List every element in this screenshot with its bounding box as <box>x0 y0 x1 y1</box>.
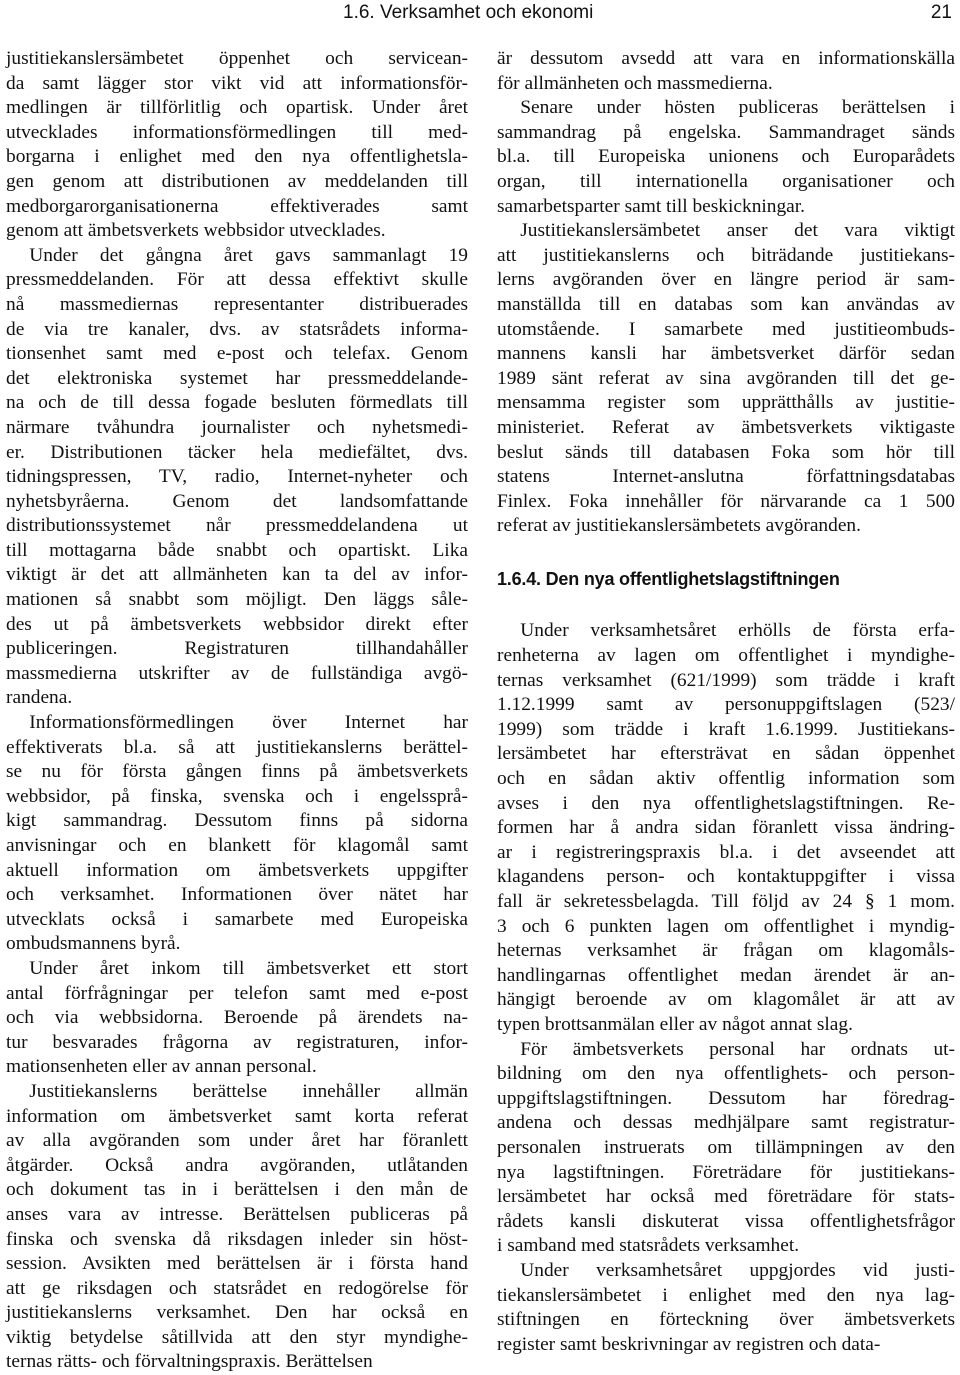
text-line: klagandens person- och kontaktuppgifter i vissa <box>497 866 955 888</box>
running-section-title: 1.6. Verksamhet och ekonomi <box>343 2 594 23</box>
text-line: mationsenheten eller av annan personal. <box>6 1056 317 1078</box>
text-line: pressmeddelanden. För att dessa effektivt skulle <box>6 269 468 291</box>
text-line: justitiekanslerns verksamhet. Den har också en <box>6 1302 468 1324</box>
page-number: 21 <box>930 2 952 23</box>
text-line: utomstående. I samarbete med justitieombuds- <box>497 318 955 340</box>
text-line: kigt sammandrag. Dessutom finns på sidorna <box>6 810 468 832</box>
text-line: och verksamhet. Informationen över nätet har <box>6 884 468 906</box>
text-line: viktig betydelse såtillvida att den styr myndighe- <box>6 1326 468 1348</box>
text-line: renheterna av lagen om offentlighet i myndighe- <box>497 645 955 667</box>
text-line: är dessutom avsedd att vara en informationskälla <box>497 48 955 69</box>
text-line: det elektroniska systemet har pressmeddelande- <box>6 367 468 389</box>
text-line: information om ämbetsverket samt korta referat <box>6 1105 468 1127</box>
text-line: 1989 sänt referat av sina avgöranden till det ge- <box>497 367 955 389</box>
text-line: borgarna i enlighet med den nya offentlighetsla- <box>6 146 468 168</box>
text-line: genom att ämbetsverkets webbsidor utvecklades. <box>6 220 386 242</box>
text-line: och dokument tas in i berättelsen i den mån de <box>6 1179 468 1201</box>
text-line: sammandrag på engelska. Sammandraget sänds <box>497 121 955 143</box>
text-line: lersämbetet har eftersträvat en sådan öppenhet <box>497 743 955 765</box>
text-line: av alla avgöranden som under året har föranlett <box>6 1130 468 1152</box>
text-line: mensamma register som upprätthålls av justitie- <box>497 392 955 414</box>
text-line: tionsenhet samt med e-post och telefax. Genom <box>6 343 468 365</box>
text-line: referat av justitiekanslersämbetets avgöranden. <box>497 515 861 537</box>
text-line: nya lagstiftningen. Företrädare för justitiekans- <box>497 1161 955 1183</box>
text-line: mationen så snabbt som möjligt. Den läggs såle- <box>6 589 468 611</box>
text-line: andena och dessas medhjälpare samt registratur- <box>497 1112 955 1134</box>
text-line: formen har å andra sidan föranlett vissa ändring- <box>497 817 955 839</box>
text-line: Under verksamhetsåret uppgjordes vid justi- <box>520 1259 955 1281</box>
text-line: utvecklats också i samarbete med Europeiska <box>6 908 468 930</box>
text-line: publiceringen. Registraturen tillhandahåller <box>6 638 468 660</box>
text-line: åtgärder. Också andra avgöranden, utlåtanden <box>6 1154 468 1176</box>
text-line: Under det gångna året gavs sammanlagt 19 <box>29 244 468 266</box>
text-line: bildning om den nya offentlighets- och person- <box>497 1063 955 1085</box>
text-line: personalen instruerats om tillämpningen av den <box>497 1136 955 1158</box>
text-line: avses i den nya offentlighetslagstiftningen. Re- <box>497 792 955 814</box>
text-line: session. Avsikten med berättelsen är i första hand <box>6 1253 468 1275</box>
text-line: ombudsmannens byrå. <box>6 933 181 955</box>
text-line: webbsidor, på finska, svenska och i engelssprå- <box>6 785 468 807</box>
text-line: mannens kansli har ämbetsverket därför sedan <box>497 343 955 365</box>
text-line: uppgiftslagstiftningen. Dessutom har föredrag- <box>497 1087 955 1109</box>
text-line: 1999) som trädde i kraft 1.6.1999. Justitiekans- <box>497 718 955 740</box>
left-text-column <box>6 47 468 1375</box>
text-line: Under verksamhetsåret erhölls de första erfa- <box>520 620 955 642</box>
text-line: ministeriet. Referat av ämbetsverkets viktigaste <box>497 416 955 438</box>
text-line: 1.12.1999 samt av personuppgiftslagen (523/ <box>497 694 955 716</box>
text-line: Justitiekanslersämbetet anser det vara viktigt <box>520 220 955 242</box>
text-line: medlingen är tillförlitlig och opartisk. Under året <box>6 97 468 119</box>
text-line: manställda till en databas som kan användas av <box>497 293 955 315</box>
text-line: för allmänheten och massmedierna. <box>497 72 773 94</box>
section-heading: 1.6.4. Den nya offentlighetslagstiftningen <box>497 568 840 589</box>
page-header <box>0 0 960 30</box>
text-line: des ut på ämbetsverkets webbsidor direkt efter <box>6 613 468 635</box>
text-line: anvisningar och en blankett för klagomål samt <box>6 835 468 856</box>
text-line: bl.a. till Europeiska unionens och Europarådets <box>497 146 955 168</box>
text-line: da samt lägger stor vikt vid att informationsför- <box>6 72 468 94</box>
text-line: nå massmediernas representanter distribuerades <box>6 293 468 315</box>
text-line: att justitiekanslerns och biträdande justitiekans- <box>497 244 955 266</box>
text-line: tur besvarades frågorna av registraturen, infor- <box>6 1031 468 1053</box>
text-line: statens Internet-anslutna författningsdatabas <box>497 466 955 488</box>
text-line: antal förfrågningar per telefon samt med e-post <box>6 982 468 1004</box>
text-line: viktigt är det att allmänheten kan ta del av infor- <box>6 564 468 586</box>
text-line: till mottagarna både snabbt och opartiskt. Lika <box>6 539 468 561</box>
text-line: stiftningen en förteckning över ämbetsverkets <box>497 1309 955 1331</box>
text-line: ternas rätts- och förvaltningspraxis. Berättelsen <box>6 1351 373 1373</box>
text-line: register samt beskrivningar av registren och data- <box>497 1333 881 1355</box>
text-line: organ, till internationella organisationer och <box>497 170 955 192</box>
text-line: 3 och 6 punkten lagen om offentlighet i myndig- <box>497 915 955 937</box>
text-line: att ge riksdagen och statsrådet en redogörelse för <box>6 1277 468 1299</box>
text-line: närmare tvåhundra journalister och nyhetsmedi- <box>6 416 468 438</box>
text-line: se nu för första gången finns på ämbetsverkets <box>6 761 468 783</box>
text-line: aktuell information om ämbetsverkets uppgifter <box>6 859 468 881</box>
right-column-paragraphs-top <box>497 47 955 539</box>
right-text-column <box>497 47 955 1357</box>
text-line: hängigt beroende av om klagomålet är att av <box>497 989 955 1011</box>
text-line: ar i registreringspraxis bl.a. i det avseendet att <box>497 841 955 863</box>
text-line: lerns avgöranden över en längre period är sam- <box>497 269 955 291</box>
text-line: er. Distributionen täcker hela mediefältet, dvs. <box>6 441 468 463</box>
text-line: och via webbsidorna. Beroende på ärendets na- <box>6 1007 468 1029</box>
text-line: Justitiekanslerns berättelse innehåller allmän <box>29 1080 468 1102</box>
text-line: Senare under hösten publiceras berättelsen i <box>520 97 955 119</box>
text-line: finska och svenska då riksdagen inleder sin höst- <box>6 1228 468 1250</box>
text-line: i samband med statsrådets verksamhet. <box>497 1235 800 1257</box>
text-line: Finlex. Foka innehåller för närvarande ca 1 500 <box>497 490 955 512</box>
text-line: beslut sänds till databasen Foka som hör till <box>497 441 955 463</box>
text-line: och en sådan aktiv offentlig information som <box>497 768 955 790</box>
text-line: utvecklades informationsförmedlingen till med- <box>6 121 468 143</box>
text-line: massmedierna utskrifter av de fullständiga avgö- <box>6 662 468 684</box>
text-line: na och de till dessa fogade besluten förmedlats till <box>6 392 468 414</box>
text-line: fall är sekretessbelagda. Till följd av 24 § 1 mom. <box>497 891 955 912</box>
text-line: samarbetsparter samt till beskickningar. <box>497 195 806 217</box>
text-line: tiekanslersämbetet i enlighet med den nya lag- <box>497 1284 955 1306</box>
text-line: justitiekanslersämbetet öppenhet och servicean- <box>6 48 468 69</box>
text-line: rådets kansli diskuterat vissa offentlighetsfrågor <box>497 1210 955 1232</box>
text-line: ternas verksamhet (621/1999) som trädde i kraft <box>497 669 955 691</box>
text-line: nyhetsbyråerna. Genom det landsomfattande <box>6 490 468 512</box>
text-line: lersämbetet har också med företrädare för stats- <box>497 1186 955 1208</box>
text-line: Informationsförmedlingen över Internet har <box>29 712 468 734</box>
text-line: tidningspressen, TV, radio, Internet-nyheter och <box>6 466 468 488</box>
right-column-paragraphs-bottom <box>497 619 955 1357</box>
text-line: Under året inkom till ämbetsverket ett stort <box>29 957 468 979</box>
text-line: medborgarorganisationerna effektiverades samt <box>6 195 468 217</box>
text-line: handlingarnas offentlighet medan ärendet är an- <box>497 964 955 986</box>
text-line: randena. <box>6 687 73 709</box>
text-line: anses vara av intresse. Berättelsen publiceras på <box>6 1203 468 1225</box>
text-line: typen brottsanmälan eller av något annat slag. <box>497 1013 853 1035</box>
text-line: distributionssystemet når pressmeddelandena ut <box>6 515 468 537</box>
text-line: gen genom att distributionen av meddelanden till <box>6 170 468 192</box>
text-line: För ämbetsverkets personal har ordnats ut- <box>520 1038 955 1060</box>
text-line: heternas verksamhet är frågan om klagomåls- <box>497 940 955 962</box>
text-line: de via tre kanaler, dvs. av statsrådets informa- <box>6 318 468 340</box>
text-line: effektiverats bl.a. så att justitiekanslerns berättel- <box>6 736 468 758</box>
